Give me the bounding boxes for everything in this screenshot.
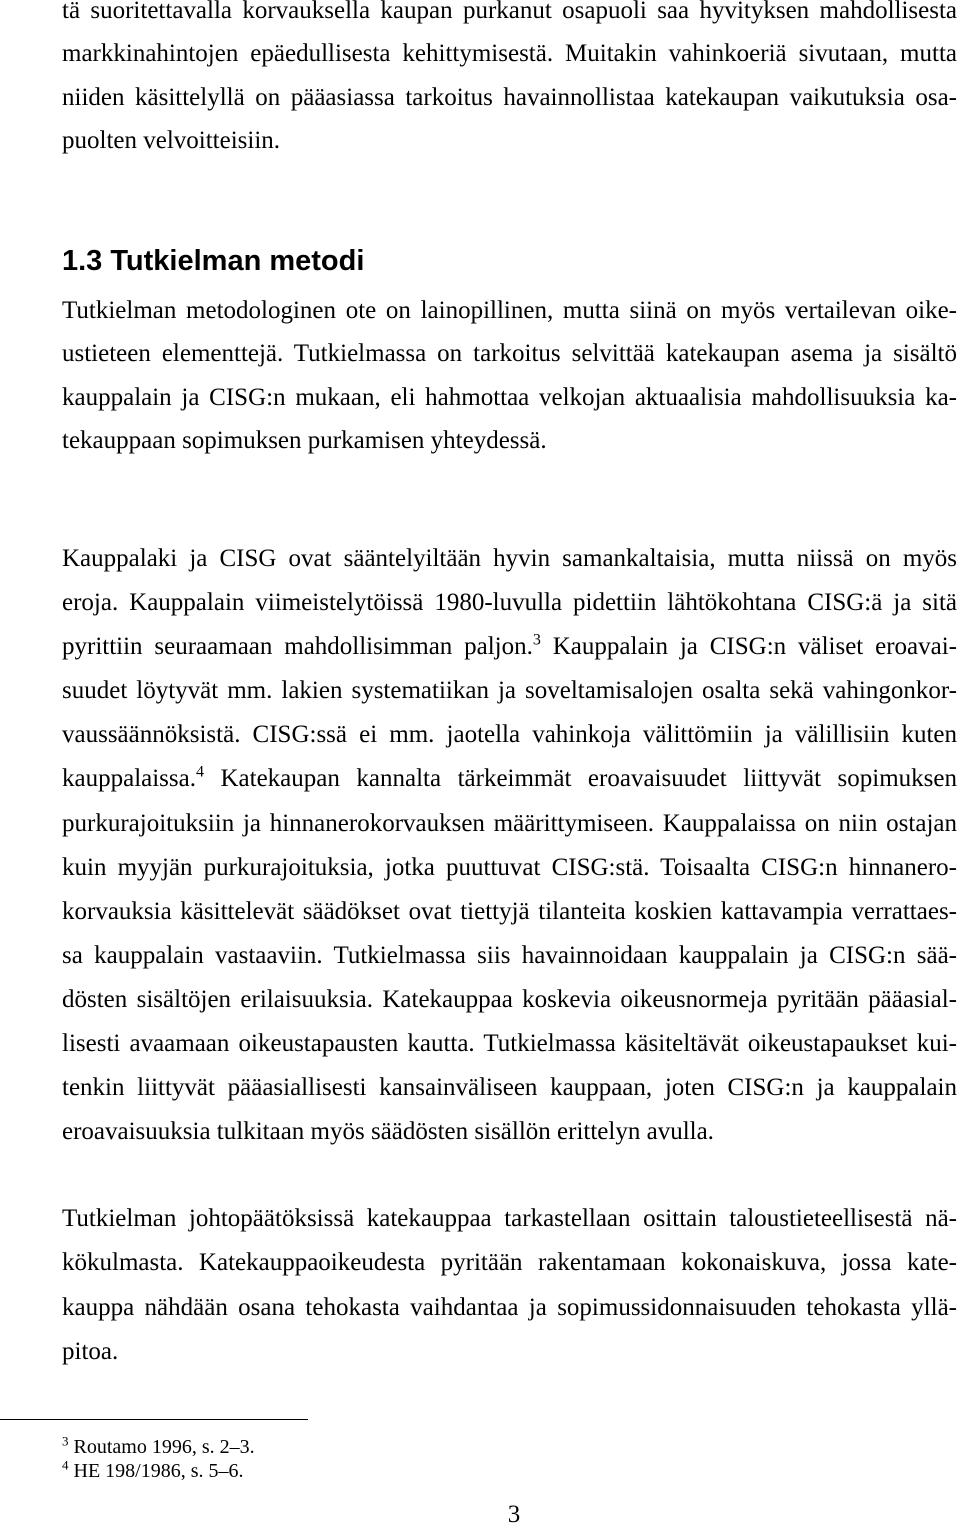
text-line: kuin myyjän purkurajoituksia, jotka puuttuvat CISG:stä. Toisaalta CISG:n hinnanero-	[62, 853, 957, 881]
footnote-marker: 4	[62, 1457, 69, 1473]
text-segment: Kauppalain ja CISG:n väliset eroavai-	[540, 633, 957, 661]
text-line: dösten sisältöjen erilaisuuksia. Katekauppaa koskevia oikeusnormeja pyritään pääasial-	[62, 985, 957, 1013]
footnote	[62, 1435, 662, 1459]
text-line	[62, 757, 957, 801]
text-line: kökulmasta. Katekauppaoikeudesta pyritään rakentamaan kokonaiskuva, jossa kate-	[62, 1249, 957, 1277]
text-line: eroavaisuuksia tulkitaan myös säädösten sisällön erittelyn avulla.	[62, 1118, 714, 1146]
text-line: Tutkielman johtopäätöksissä katekauppaa tarkastellaan osittain taloustieteellisestä nä-	[62, 1205, 957, 1232]
text-line: vaussäännöksistä. CISG:ssä ei mm. jaotella vahinkoja välittömiin ja välillisiin kuten	[62, 721, 957, 749]
paragraph	[62, 289, 957, 463]
text-line: tä suoritettavalla korvauksella kaupan purkanut osapuoli saa hyvityksen mahdollisesta	[62, 0, 957, 24]
text-line: ustieteen elementtejä. Tutkielmassa on tarkoitus selvittää katekaupan asema ja sisältö	[62, 340, 957, 368]
footnotes	[62, 1435, 662, 1483]
text-line: Tutkielman metodologinen ote on lainopillinen, mutta siinä on myös vertailevan oike-	[62, 297, 957, 324]
footnote-text: Routamo 1996, s. 2–3.	[73, 1436, 255, 1458]
section-heading: 1.3 Tutkielman metodi	[62, 245, 365, 277]
text-line: lisesti avaamaan oikeustapausten kautta. Tutkielmassa käsiteltävät oikeustapaukset kui-	[62, 1030, 957, 1058]
footnote	[62, 1459, 662, 1483]
text-segment: pyrittiin seuraamaan mahdollisimman paljon.	[62, 633, 533, 661]
footnote-reference: 3	[532, 631, 541, 649]
text-line: puolten velvoitteisiin.	[62, 127, 281, 155]
text-line: niiden käsittelyllä on pääasiassa tarkoitus havainnollistaa katekaupan vaikutuksia osa-	[62, 83, 957, 111]
footnote-marker: 3	[62, 1433, 69, 1449]
text-line	[62, 625, 957, 669]
text-segment: Katekaupan kannalta tärkeimmät eroavaisuudet liittyvät sopimuksen	[203, 765, 957, 793]
paragraph-continued	[62, 0, 957, 163]
text-line: tekauppaan sopimuksen purkamisen yhteydessä.	[62, 427, 547, 455]
text-line: eroja. Kauppalain viimeistelytöissä 1980-luvulla pidettiin lähtökohtana CISG:ä ja sitä	[62, 589, 957, 617]
page-number: 3	[507, 1501, 521, 1528]
footnote-reference: 4	[195, 764, 204, 782]
text-line: kauppa nähdään osana tehokasta vaihdantaa ja sopimussidonnaisuuden tehokasta yllä-	[62, 1293, 957, 1321]
paragraph	[62, 537, 957, 1154]
text-segment: kauppalaissa.	[62, 765, 196, 793]
text-line: markkinahintojen epäedullisesta kehittymisestä. Muitakin vahinkoeriä sivutaan, mutta	[62, 40, 957, 68]
text-line: kauppalain ja CISG:n mukaan, eli hahmottaa velkojan aktuaalisia mahdollisuuksia ka-	[62, 383, 957, 411]
footnote-text: HE 198/1986, s. 5–6.	[73, 1460, 244, 1482]
text-line: Kauppalaki ja CISG ovat sääntelyiltään hyvin samankaltaisia, mutta niissä on myös	[62, 545, 957, 572]
text-line: pitoa.	[62, 1337, 119, 1365]
text-line: tenkin liittyvät pääasiallisesti kansainväliseen kauppaan, joten CISG:n ja kauppalain	[62, 1074, 957, 1102]
text-line: purkurajoituksiin ja hinnanerokorvauksen määrittymiseen. Kauppalaissa on niin ostajan	[62, 809, 957, 837]
text-line: suudet löytyvät mm. lakien systematiikan ja soveltamisalojen osalta sekä vahingonkor-	[62, 677, 957, 705]
paragraph	[62, 1197, 957, 1374]
text-line: korvauksia käsittelevät säädökset ovat tiettyjä tilanteita koskien kattavampia verrattaes-	[62, 897, 957, 925]
footnote-separator	[0, 1419, 308, 1420]
text-line: sa kauppalain vastaaviin. Tutkielmassa siis havainnoidaan kauppalain ja CISG:n sää-	[62, 941, 957, 969]
